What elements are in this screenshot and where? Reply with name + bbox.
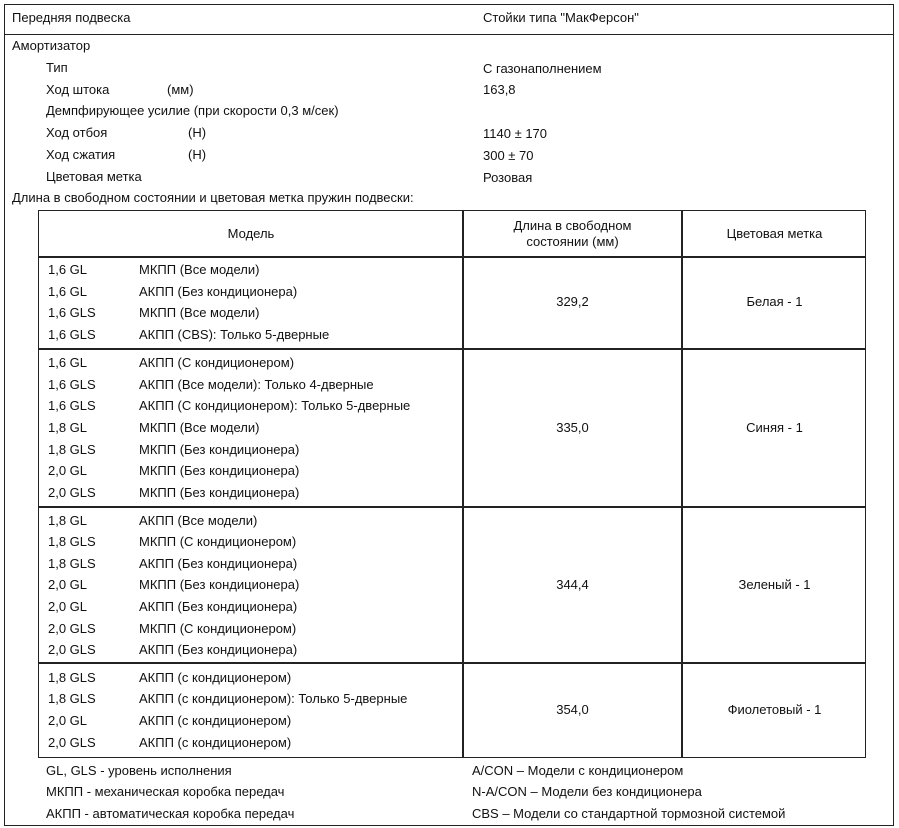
group-length: 335,0 (556, 420, 589, 435)
row-model: 2,0 GLS (48, 642, 96, 657)
row-desc: МКПП (Без кондиционера) (139, 463, 300, 478)
row-desc: МКПП (Без кондиционера) (139, 577, 300, 592)
header-color: Цветовая метка (726, 226, 823, 241)
row-desc: АКПП (Без кондиционера) (139, 599, 298, 614)
row-model: 1,6 GL (48, 284, 88, 299)
row-model: 2,0 GLS (48, 485, 96, 500)
row-model: 2,0 GL (48, 713, 88, 728)
header-length (464, 218, 681, 250)
section-type: Стойки типа "МакФерсон" (483, 10, 639, 25)
row-model: 1,6 GLS (48, 377, 96, 392)
row-model: 1,6 GL (48, 262, 88, 277)
group-length: 354,0 (556, 702, 589, 717)
row-model: 2,0 GLS (48, 621, 96, 636)
shock-value-compression: 300 ± 70 (483, 148, 534, 163)
section-title: Передняя подвеска (12, 10, 131, 25)
row-model: 1,6 GLS (48, 398, 96, 413)
shock-unit-stroke: (мм) (167, 82, 194, 97)
group-divider (38, 506, 866, 508)
shock-value-type: С газонаполнением (483, 61, 602, 76)
row-model: 2,0 GLS (48, 735, 96, 750)
row-desc: МКПП (Без кондиционера) (139, 442, 300, 457)
row-desc: АКПП (Без кондиционера) (139, 642, 298, 657)
shock-value-rebound: 1140 ± 170 (483, 126, 548, 141)
shock-label-damping: Демпфирующее усилие (при скорости 0,3 м/сек) (46, 103, 339, 118)
row-model: 1,8 GL (48, 513, 88, 528)
row-model: 1,8 GLS (48, 670, 96, 685)
shock-label-color: Цветовая метка (46, 169, 142, 184)
row-desc: АКПП (CBS): Только 5-дверные (139, 327, 330, 342)
row-desc: АКПП (Все модели) (139, 513, 258, 528)
shock-label-compression: Ход сжатия (46, 147, 116, 162)
group-color: Фиолетовый - 1 (727, 702, 822, 717)
column-divider (462, 210, 464, 758)
row-model: 1,8 GL (48, 420, 88, 435)
legend-item: GL, GLS - уровень исполнения (46, 763, 232, 778)
header-divider (38, 256, 866, 258)
row-desc: АКПП (Без кондиционера) (139, 284, 298, 299)
shock-title: Амортизатор (12, 38, 91, 53)
legend-item: МКПП - механическая коробка передач (46, 784, 285, 799)
shock-label-stroke: Ход штока (46, 82, 110, 97)
legend-item: CBS – Модели со стандартной тормозной системой (472, 806, 786, 821)
row-desc: МКПП (Без кондиционера) (139, 485, 300, 500)
row-desc: АКПП (с кондиционером) (139, 670, 292, 685)
row-desc: АКПП (с кондиционером): Только 5-дверные (139, 691, 408, 706)
shock-value-color: Розовая (483, 170, 533, 185)
springs-title: Длина в свободном состоянии и цветовая метка пружин подвески: (12, 190, 414, 205)
row-desc: АКПП (С кондиционером): Только 5-дверные (139, 398, 411, 413)
group-color: Зеленый - 1 (738, 577, 811, 592)
row-model: 1,6 GLS (48, 305, 96, 320)
row-model: 1,8 GLS (48, 556, 96, 571)
row-model: 2,0 GL (48, 599, 88, 614)
header-length-line2: состоянии (мм) (526, 234, 619, 249)
column-divider (681, 210, 683, 758)
header-model: Модель (227, 226, 275, 241)
group-length: 329,2 (556, 294, 589, 309)
header-bar (4, 4, 894, 35)
shock-unit-compression: (Н) (188, 147, 207, 162)
row-desc: АКПП (Все модели): Только 4-дверные (139, 377, 374, 392)
row-desc: МКПП (Все модели) (139, 420, 260, 435)
row-desc: АКПП (С кондиционером) (139, 355, 295, 370)
shock-label-rebound: Ход отбоя (46, 125, 108, 140)
row-desc: МКПП (С кондиционером) (139, 534, 297, 549)
row-desc: АКПП (с кондиционером) (139, 735, 292, 750)
legend-item: N-A/CON – Модели без кондиционера (472, 784, 702, 799)
shock-label-type: Тип (46, 60, 68, 75)
row-model: 1,6 GLS (48, 327, 96, 342)
row-desc: АКПП (с кондиционером) (139, 713, 292, 728)
group-divider (38, 662, 866, 664)
row-model: 1,8 GLS (48, 442, 96, 457)
row-model: 2,0 GL (48, 463, 88, 478)
row-desc: МКПП (С кондиционером) (139, 621, 297, 636)
row-model: 2,0 GL (48, 577, 88, 592)
row-model: 1,8 GLS (48, 691, 96, 706)
shock-unit-rebound: (Н) (188, 125, 207, 140)
row-desc: АКПП (Без кондиционера) (139, 556, 298, 571)
row-desc: МКПП (Все модели) (139, 262, 260, 277)
legend-item: A/CON – Модели с кондиционером (472, 763, 684, 778)
shock-value-stroke: 163,8 (483, 82, 516, 97)
group-color: Белая - 1 (746, 294, 803, 309)
row-model: 1,6 GL (48, 355, 88, 370)
group-divider (38, 348, 866, 350)
header-length-line1: Длина в свободном (513, 218, 632, 233)
row-model: 1,8 GLS (48, 534, 96, 549)
group-color: Синяя - 1 (746, 420, 803, 435)
row-desc: МКПП (Все модели) (139, 305, 260, 320)
group-length: 344,4 (556, 577, 589, 592)
legend-item: АКПП - автоматическая коробка передач (46, 806, 295, 821)
